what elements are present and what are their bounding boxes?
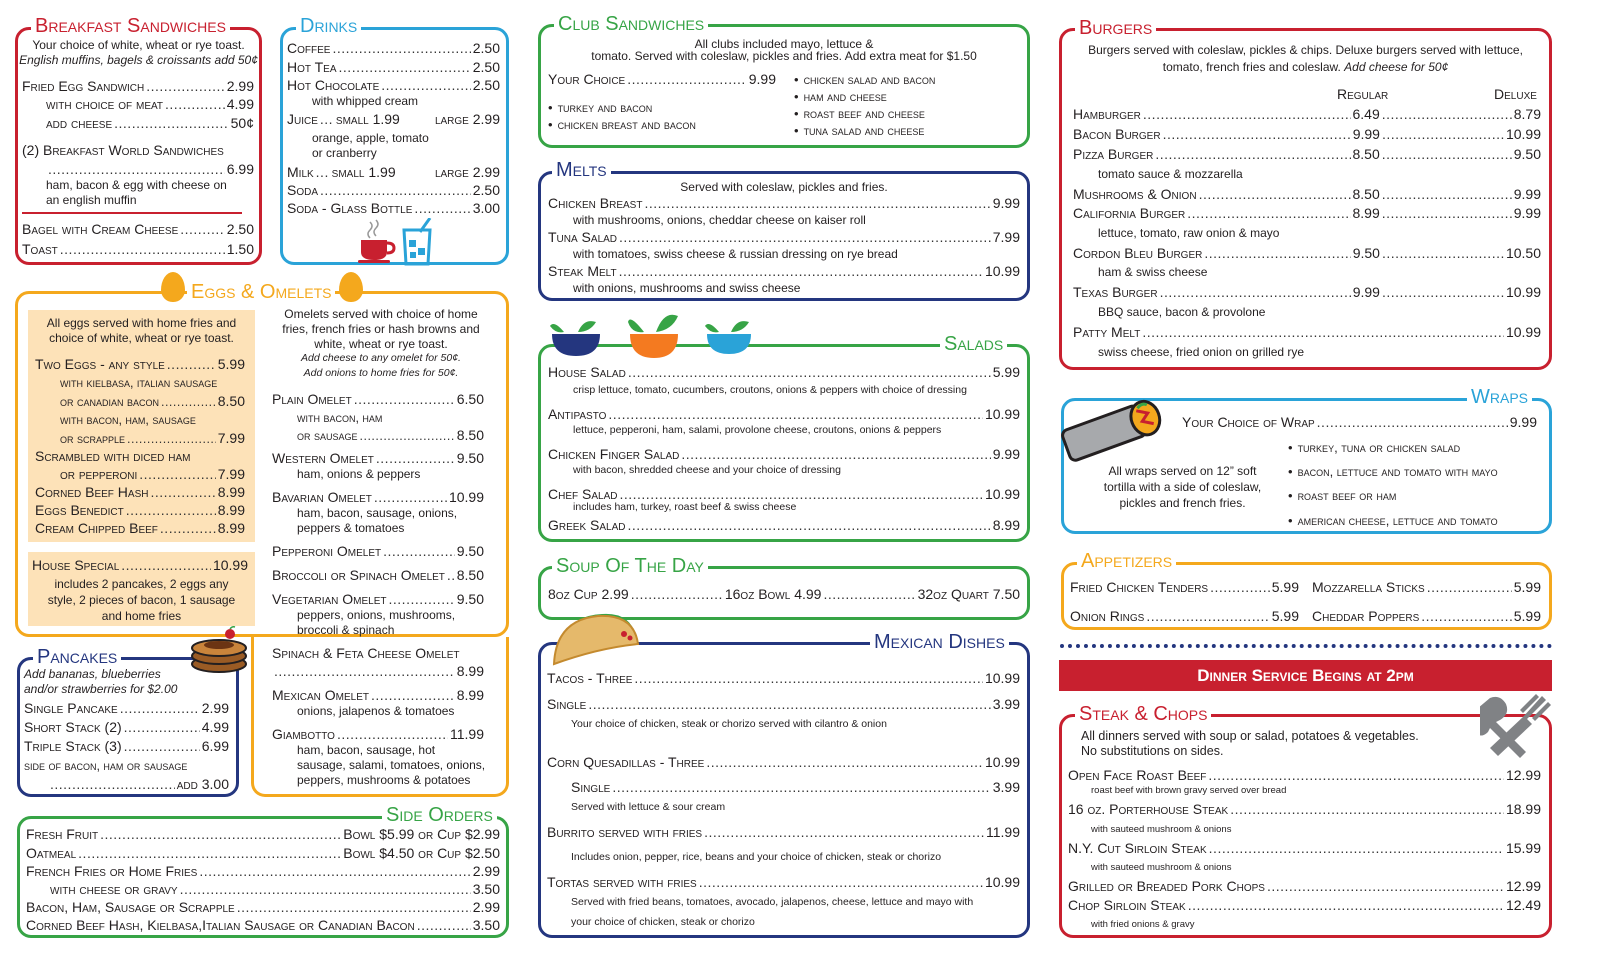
club-option: • roast beef and cheese xyxy=(794,106,925,121)
menu-item: Chef Salad ..... 10.99 xyxy=(548,486,1020,502)
dotted-divider xyxy=(1060,644,1552,648)
salads-title: Salads xyxy=(940,334,1007,354)
burgers-intro: Burgers served with coleslaw, pickles & chips. Deluxe burgers served with lettuce, xyxy=(1088,43,1523,57)
menu-item-desc: ham, bacon, sausage, hot xyxy=(297,743,436,757)
menu-item: Bagel with Cream Cheese ..... 2.50 xyxy=(22,221,254,237)
menu-item-desc: roast beef with brown gravy served over bread xyxy=(1091,785,1287,796)
menu-item-desc: with onions, mushrooms and swiss cheese xyxy=(573,281,801,295)
menu-item: Fresh Fruit ..... Bowl $5.99 or Cup $2.99 xyxy=(26,826,500,842)
menu-item: Cheddar Poppers ..... 5.99 xyxy=(1312,608,1541,624)
burgers-intro: tomato, french fries and coleslaw. Add cheese for 50¢ xyxy=(1162,60,1449,74)
menu-item: with kielbasa, italian sausage xyxy=(60,376,218,390)
menu-item: Scrambled with diced ham xyxy=(35,448,191,464)
menu-item-desc: peppers, mushrooms & potatoes xyxy=(297,773,471,787)
eggs-intro: choice of white, wheat or rye toast. xyxy=(49,331,234,345)
menu-item: Cordon Bleu Burger ..... 9.50 ..... 10.50 xyxy=(1073,245,1541,261)
pancakes-title: Pancakes xyxy=(33,647,121,667)
menu-item: Triple Stack (3) ..... 6.99 xyxy=(24,738,229,754)
menu-item-desc: peppers & tomatoes xyxy=(297,521,405,535)
menu-item-desc: with sauteed mushroom & onions xyxy=(1091,824,1232,835)
wrap-option: • turkey, tuna or chicken salad xyxy=(1288,440,1460,455)
menu-item: Pepperoni Omelet ..... 9.50 xyxy=(272,543,484,559)
menu-item: Soda ..... 2.50 xyxy=(287,182,500,198)
menu-item: Plain Omelet ..... 6.50 xyxy=(272,391,484,407)
menu-item: Tacos - Three ..... 10.99 xyxy=(547,670,1020,686)
menu-item-desc: style, 2 pieces of bacon, 1 sausage xyxy=(47,593,236,607)
menu-item: Mexican Omelet ..... 8.99 xyxy=(272,687,484,703)
menu-item: Short Stack (2) ..... 4.99 xyxy=(24,719,229,735)
eggs-title: Eggs & Omelets xyxy=(187,282,335,302)
menu-item-desc: with tomatoes, swiss cheese & russian dressing on rye bread xyxy=(573,247,898,261)
menu-item-desc: your choice of chicken, steak or chorizo xyxy=(571,916,755,928)
menu-item: Corned Beef Hash ..... 8.99 xyxy=(35,484,245,500)
menu-item: Grilled or Breaded Pork Chops ..... 12.99 xyxy=(1068,878,1541,894)
menu-item-name: (2) Breakfast World Sandwiches xyxy=(22,142,224,158)
menu-item: Mozzarella Sticks ..... 5.99 xyxy=(1312,579,1541,595)
pancakes-intro: and/or strawberries for $2.00 xyxy=(24,682,178,696)
menu-item-desc: ham & swiss cheese xyxy=(1098,265,1208,279)
club-option: • tuna salad and cheese xyxy=(794,123,924,138)
menu-item-desc: ham, onions & peppers xyxy=(297,467,421,481)
menu-item: Mushrooms & Onion ..... 8.50 ..... 9.99 xyxy=(1073,186,1541,202)
menu-item: add cheese ..... 50¢ xyxy=(46,115,254,131)
menu-item: Texas Burger ..... 9.99 ..... 10.99 xyxy=(1073,284,1541,300)
menu-item: Steak Melt ..... 10.99 xyxy=(548,263,1020,279)
pancakes-intro: Add bananas, blueberries xyxy=(24,667,161,681)
menu-item: side of bacon, ham or sausage xyxy=(24,759,188,773)
menu-item-desc: orange, apple, tomato xyxy=(312,131,429,145)
menu-item: Oatmeal ..... Bowl $4.50 or Cup $2.50 xyxy=(26,845,500,861)
menu-item: or sausage ..... 8.50 xyxy=(297,427,484,444)
menu-item: with bacon, ham xyxy=(297,411,383,425)
menu-item: Milk ..... small 1.99 large 2.99 xyxy=(287,164,500,180)
burgers-title: Burgers xyxy=(1075,18,1156,38)
menu-item: Hamburger ..... 6.49 ..... 8.79 xyxy=(1073,106,1541,122)
menu-item: Hot Chocolate ..... 2.50 xyxy=(287,77,500,93)
menu-item: 16 oz. Porterhouse Steak ..... 18.99 xyxy=(1068,801,1541,817)
menu-item: Antipasto ..... 10.99 xyxy=(548,406,1020,422)
menu-item-desc: with sauteed mushroom & onions xyxy=(1091,862,1232,873)
menu-item: Bacon Burger ..... 9.99 ..... 10.99 xyxy=(1073,126,1541,142)
omelet-intro: fries, french fries or hash browns and xyxy=(282,322,480,336)
side-orders-title: Side Orders xyxy=(382,805,497,825)
menu-item-desc: and home fries xyxy=(101,609,182,623)
steak-intro: All dinners served with soup or salad, potatoes & vegetables. xyxy=(1081,729,1419,743)
menu-item: Chop Sirloin Steak ..... 12.49 xyxy=(1068,897,1541,913)
egg-icon xyxy=(339,272,363,302)
column-header-deluxe: Deluxe xyxy=(1494,86,1537,102)
menu-item: Corned Beef Hash, Kielbasa,Italian Sausage or Canadian Bacon ..... 3.50 xyxy=(26,917,500,933)
appetizers-title: Appetizers xyxy=(1077,551,1176,571)
fork-knife-icon xyxy=(1480,694,1552,758)
menu-item-desc: includes 2 pancakes, 2 eggs any xyxy=(54,577,229,591)
menu-item-desc: ham, bacon & egg with cheese on xyxy=(46,178,227,192)
menu-item: Chicken Breast ..... 9.99 xyxy=(548,195,1020,211)
menu-item-desc: onions, jalapenos & tomatoes xyxy=(297,704,455,718)
egg-icon xyxy=(161,272,185,302)
salad-bowl-icon xyxy=(703,314,755,356)
menu-item: Your Choice of Wrap ..... 9.99 xyxy=(1182,414,1537,430)
melts-intro: Served with coleslaw, pickles and fries. xyxy=(680,180,888,194)
menu-item: Burrito served with fries ..... 11.99 xyxy=(547,824,1020,840)
wraps-intro: All wraps served on 12” soft xyxy=(1108,464,1257,478)
menu-item: Fried Chicken Tenders ..... 5.99 xyxy=(1070,579,1299,595)
wraps-title: Wraps xyxy=(1467,387,1532,407)
menu-item: French Fries or Home Fries ..... 2.99 xyxy=(26,863,500,879)
menu-item: or scrapple ..... 7.99 xyxy=(60,430,245,447)
menu-item: Single ..... 3.99 xyxy=(547,696,1020,712)
salad-bowl-icon xyxy=(548,314,604,358)
steak-intro: No substitutions on sides. xyxy=(1081,744,1224,758)
pancake-stack-icon xyxy=(190,626,248,678)
menu-item-desc: an english muffin xyxy=(46,193,137,207)
menu-item-desc: Includes onion, pepper, rice, beans and your choice of chicken, steak or chorizo xyxy=(571,851,942,863)
menu-item: Coffee ..... 2.50 xyxy=(287,40,500,56)
menu-item: ..... add 3.00 xyxy=(48,776,229,792)
club-title: Club Sandwiches xyxy=(554,14,708,34)
menu-item-name: Spinach & Feta Cheese Omelet xyxy=(272,645,460,661)
menu-item: ..... 6.99 xyxy=(46,161,254,177)
menu-item: Juice ..... small 1.99 large 2.99 xyxy=(287,111,500,127)
menu-item: House Special ..... 10.99 xyxy=(32,557,248,573)
menu-item: Giambotto ..... 11.99 xyxy=(272,726,484,742)
menu-item-desc: lettuce, pepperoni, ham, salami, provolone cheese, croutons, onions & peppers xyxy=(573,424,942,436)
menu-item: Vegetarian Omelet ..... 9.50 xyxy=(272,591,484,607)
menu-item-desc: Your choice of chicken, steak or chorizo served with cilantro & onion xyxy=(571,718,887,730)
steak-title: Steak & Chops xyxy=(1075,704,1211,724)
menu-item-desc: tomato sauce & mozzarella xyxy=(1098,167,1243,181)
menu-item: Bacon, Ham, Sausage or Scrapple ..... 2.99 xyxy=(26,899,500,915)
club-intro: All clubs included mayo, lettuce & xyxy=(694,37,874,51)
menu-item: Eggs Benedict ..... 8.99 xyxy=(35,502,245,518)
menu-item-desc: broccoli & spinach xyxy=(297,623,395,637)
menu-item: Broccoli or Spinach Omelet ..... 8.50 xyxy=(272,567,484,583)
mexican-title: Mexican Dishes xyxy=(870,632,1009,652)
menu-item: California Burger ..... 8.99 ..... 9.99 xyxy=(1073,205,1541,221)
soup-title: Soup Of The Day xyxy=(552,556,708,576)
menu-item: Your Choice ..... 9.99 xyxy=(548,71,776,87)
menu-item-desc: swiss cheese, fried onion on grilled rye xyxy=(1098,345,1305,359)
menu-item: or pepperoni ..... 7.99 xyxy=(60,466,245,482)
menu-item: ..... 8.99 xyxy=(272,663,484,679)
menu-item-desc: sausage, salami, tomatoes, onions, xyxy=(297,758,486,772)
club-intro: tomato. Served with coleslaw, pickles and fries. Add extra meat for $1.50 xyxy=(591,49,977,63)
column-header-regular: Regular xyxy=(1337,86,1389,102)
wrap-option: • american cheese, lettuce and tomato xyxy=(1288,513,1498,528)
menu-item: Two Eggs - any style ..... 5.99 xyxy=(35,356,245,372)
menu-item-desc: lettuce, tomato, raw onion & mayo xyxy=(1098,226,1280,240)
menu-item-desc: or cranberry xyxy=(312,146,377,160)
dinner-banner: Dinner Service Begins at 2pm xyxy=(1059,660,1552,691)
menu-item-desc: Served with fried beans, tomatoes, avocado, jalapenos, cheese, lettuce and mayo with xyxy=(571,896,974,908)
eggs-intro: All eggs served with home fries and xyxy=(46,316,237,330)
menu-item-desc: ham, bacon, sausage, onions, xyxy=(297,506,458,520)
menu-item: Patty Melt ..... 10.99 xyxy=(1073,324,1541,340)
menu-item-desc: with bacon, shredded cheese and your choice of dressing xyxy=(573,464,841,476)
breakfast-title: Breakfast Sandwiches xyxy=(31,16,230,36)
menu-item: Single Pancake ..... 2.99 xyxy=(24,700,229,716)
menu-item-desc: with mushrooms, onions, cheddar cheese on kaiser roll xyxy=(573,213,866,227)
menu-item: Onion Rings ..... 5.99 xyxy=(1070,608,1299,624)
menu-item: Western Omelet ..... 9.50 xyxy=(272,450,484,466)
club-option: • turkey and bacon xyxy=(548,100,652,115)
menu-item: Tuna Salad ..... 7.99 xyxy=(548,229,1020,245)
menu-item-desc: Served with lettuce & sour cream xyxy=(571,801,726,813)
menu-item: or canadian bacon ..... 8.50 xyxy=(60,393,245,410)
iced-drink-icon xyxy=(400,218,440,266)
menu-item-desc: crisp lettuce, tomato, cucumbers, croutons, onions & peppers with choice of dressing xyxy=(573,384,967,396)
melts-title: Melts xyxy=(552,160,611,180)
menu-item: Bavarian Omelet ..... 10.99 xyxy=(272,489,484,505)
breakfast-divider xyxy=(22,212,242,214)
menu-item-desc: BBQ sauce, bacon & provolone xyxy=(1098,305,1266,319)
menu-item: House Salad ..... 5.99 xyxy=(548,364,1020,380)
omelet-intro: Add onions to home fries for 50¢. xyxy=(303,367,459,379)
breakfast-intro-italic: English muffins, bagels & croissants add 50¢ xyxy=(19,53,258,67)
wrap-option: • roast beef or ham xyxy=(1288,488,1396,503)
menu-item: with choice of meat ..... 4.99 xyxy=(46,96,254,112)
salad-bowl-icon xyxy=(626,306,682,360)
taco-icon xyxy=(550,608,642,666)
drinks-title: Drinks xyxy=(296,16,361,36)
menu-item: N.Y. Cut Sirloin Steak ..... 15.99 xyxy=(1068,840,1541,856)
club-option: • chicken breast and bacon xyxy=(548,117,696,132)
menu-item: Toast ..... 1.50 xyxy=(22,241,254,257)
menu-item: Fried Egg Sandwich ..... 2.99 xyxy=(22,78,254,94)
menu-item: with cheese or gravy ..... 3.50 xyxy=(50,881,500,897)
menu-item-desc: includes ham, turkey, roast beef & swiss cheese xyxy=(573,501,797,513)
club-option: • chicken salad and bacon xyxy=(794,72,935,87)
omelet-intro: white, wheat or rye toast. xyxy=(314,337,448,351)
menu-item: Chicken Finger Salad ..... 9.99 xyxy=(548,446,1020,462)
wraps-intro: tortilla with a side of coleslaw, xyxy=(1103,480,1262,494)
menu-item-desc: peppers, onions, mushrooms, xyxy=(297,608,456,622)
menu-item-desc: with whipped cream xyxy=(312,94,419,108)
omelet-intro: Omelets served with choice of home xyxy=(284,307,478,321)
breakfast-intro: Your choice of white, wheat or rye toast. xyxy=(32,38,245,52)
menu-item: Corn Quesadillas - Three ..... 10.99 xyxy=(547,754,1020,770)
club-option: • ham and cheese xyxy=(794,89,887,104)
menu-item: Hot Tea ..... 2.50 xyxy=(287,59,500,75)
menu-item: Open Face Roast Beef ..... 12.99 xyxy=(1068,767,1541,783)
menu-item: Soda - Glass Bottle ..... 3.00 xyxy=(287,200,500,216)
menu-item-desc: with fried onions & gravy xyxy=(1091,919,1195,930)
coffee-cup-icon xyxy=(358,218,396,264)
menu-item: with bacon, ham, sausage xyxy=(60,413,196,427)
menu-item: Cream Chipped Beef ..... 8.99 xyxy=(35,520,245,536)
menu-item: Pizza Burger ..... 8.50 ..... 9.50 xyxy=(1073,146,1541,162)
wraps-intro: pickles and french fries. xyxy=(1119,496,1246,510)
wrap-option: • bacon, lettuce and tomato with mayo xyxy=(1288,464,1498,479)
menu-item: Greek Salad ..... 8.99 xyxy=(548,517,1020,533)
omelet-intro: Add cheese to any omelet for 50¢. xyxy=(301,352,461,364)
soup-prices: 8oz Cup 2.99 ..... 16oz Bowl 4.99 ..... 32oz Quart 7.50 xyxy=(548,586,1020,602)
wrap-icon xyxy=(1056,390,1168,462)
menu-item: Tortas served with fries ..... 10.99 xyxy=(547,874,1020,890)
menu-item: Single ..... 3.99 xyxy=(571,779,1020,795)
